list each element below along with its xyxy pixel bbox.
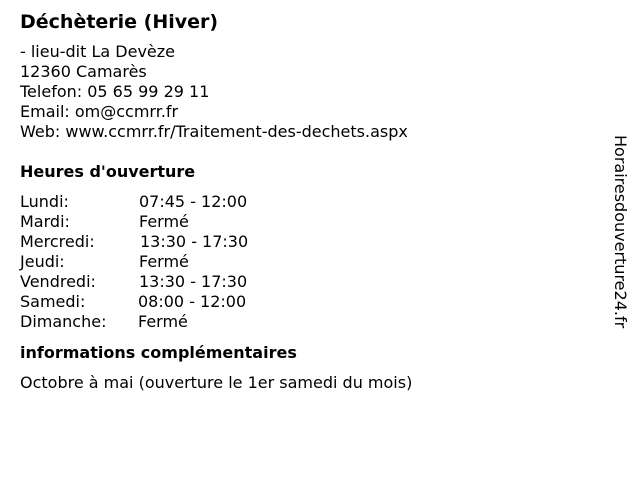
info-text: Octobre à mai (ouverture le 1er samedi du mois)	[20, 373, 413, 392]
hours-day: Jeudi:	[20, 252, 65, 271]
hours-day: Samedi:	[20, 292, 86, 311]
hours-time: 13:30 - 17:30	[139, 272, 248, 291]
city-line: 12360 Camarès	[20, 62, 147, 81]
address-block	[20, 42, 600, 142]
hours-row-jeudi	[20, 252, 600, 272]
hours-row-samedi	[20, 292, 600, 312]
hours-day: Vendredi:	[20, 272, 96, 291]
hours-time: Fermé	[139, 212, 189, 231]
hours-row-mardi	[20, 212, 600, 232]
hours-table	[20, 192, 600, 332]
web-line: Web: www.ccmrr.fr/Traitement-des-dechets.aspx	[20, 122, 408, 141]
hours-time: 08:00 - 12:00	[138, 292, 247, 311]
hours-heading: Heures d'ouverture	[20, 162, 196, 181]
info-heading: informations complémentaires	[20, 343, 297, 362]
hours-row-mercredi	[20, 232, 600, 252]
hours-row-vendredi	[20, 272, 600, 292]
hours-day: Dimanche:	[20, 312, 107, 331]
hours-time: 13:30 - 17:30	[140, 232, 249, 251]
page-title: Déchèterie (Hiver)	[20, 11, 219, 33]
hours-day: Mardi:	[20, 212, 70, 231]
street-line: - lieu-dit La Devèze	[20, 42, 175, 61]
hours-day: Lundi:	[20, 192, 69, 211]
hours-row-lundi	[20, 192, 600, 212]
hours-time: Fermé	[138, 312, 188, 331]
hours-time: 07:45 - 12:00	[139, 192, 248, 211]
hours-row-dimanche	[20, 312, 600, 332]
email-line: Email: om@ccmrr.fr	[20, 102, 179, 121]
phone-line: Telefon: 05 65 99 29 11	[20, 82, 210, 101]
business-card	[20, 10, 600, 393]
site-brand-watermark	[610, 135, 630, 375]
hours-time: Fermé	[139, 252, 189, 271]
hours-day: Mercredi:	[20, 232, 95, 251]
site-brand-text: Horairesdouverture24.fr	[611, 135, 630, 329]
